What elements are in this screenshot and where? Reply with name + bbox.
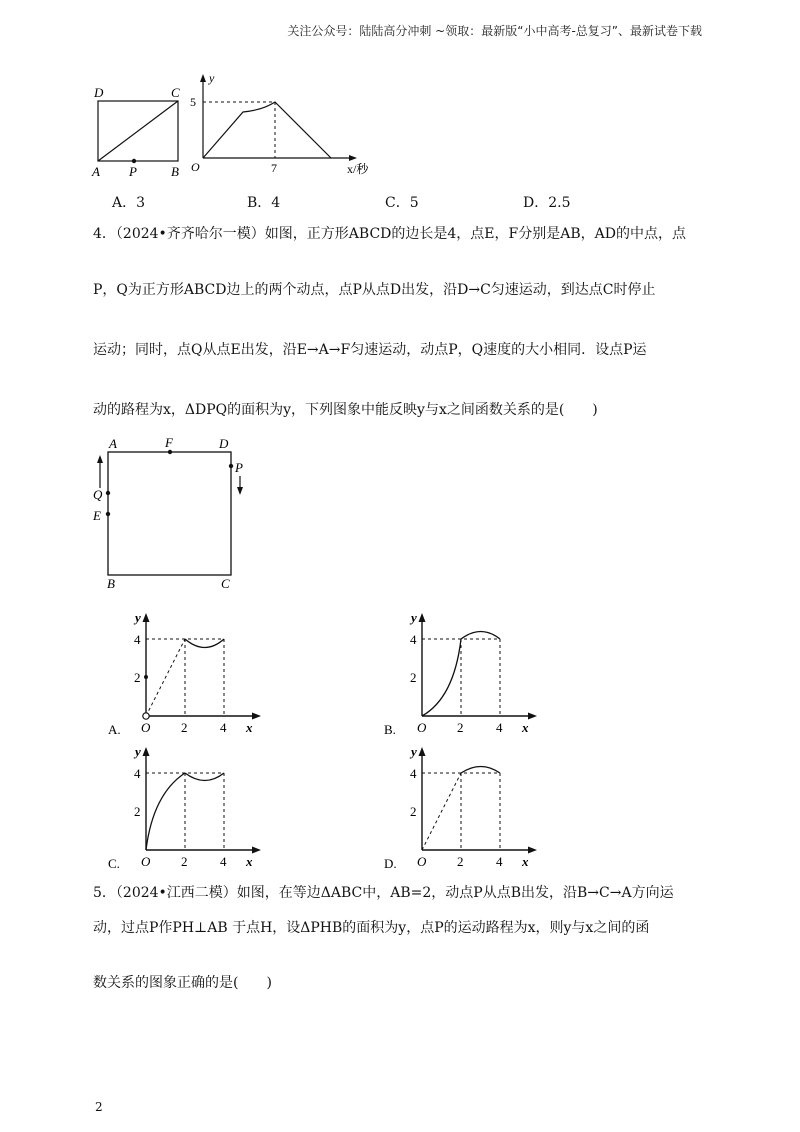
svg-text:4: 4 — [134, 766, 141, 781]
svg-text:x: x — [522, 720, 529, 735]
q5-line-1: 5．（2024•江西二模）如图，在等边ΔABC中，AB=2，动点P从点B出发，沿B→C→A方向运 — [93, 885, 674, 901]
svg-text:x: x — [246, 720, 253, 735]
q3-label-c: C — [171, 85, 180, 100]
q3-graph-y: y — [209, 71, 215, 85]
q3-graph — [190, 71, 369, 176]
svg-text:4: 4 — [496, 854, 503, 869]
q3-graph-five: 5 — [190, 95, 196, 109]
svg-text:2: 2 — [410, 670, 417, 685]
svg-text:4: 4 — [410, 632, 417, 647]
page-number: 2 — [95, 1100, 103, 1114]
svg-text:O: O — [417, 854, 427, 869]
svg-text:4: 4 — [134, 632, 141, 647]
svg-text:O: O — [417, 720, 427, 735]
q3-option-a[interactable]: A．3 — [112, 195, 146, 211]
svg-text:2: 2 — [457, 854, 464, 869]
q4-graph-b[interactable] — [384, 608, 544, 738]
q3-graph-x: x/秒 — [347, 162, 369, 176]
q4-label-d: D — [219, 436, 229, 451]
q4-label-c: C — [221, 576, 230, 591]
q3-label-b: B — [171, 164, 179, 179]
svg-text:y: y — [411, 744, 417, 759]
q4-line-2: P，Q为正方形ABCD边上的两个动点，点P从点D出发，沿D→C匀速运动，到达点C时停止 — [93, 282, 656, 298]
q3-option-c[interactable]: C．5 — [385, 195, 419, 211]
svg-text:x: x — [522, 854, 529, 869]
q3-graph-seven: 7 — [271, 161, 277, 175]
svg-text:y: y — [135, 744, 141, 759]
q4-line-4: 动的路程为x，ΔDPQ的面积为y，下列图象中能反映y与x之间函数关系的是( ) — [93, 402, 598, 418]
svg-text:2: 2 — [457, 720, 464, 735]
q5-line-2: 动，过点P作PH⊥AB 于点H，设ΔPHB的面积为y，点P的运动路程为x，则y与x之间的函 — [93, 920, 650, 936]
q4-option-a-label: A. — [108, 722, 121, 737]
q3-label-p: P — [129, 164, 137, 179]
q4-square-figure — [85, 432, 255, 592]
svg-text:O: O — [141, 720, 151, 735]
svg-text:4: 4 — [220, 854, 227, 869]
q3-option-d[interactable]: D．2.5 — [523, 195, 571, 211]
q4-label-f: F — [165, 435, 173, 450]
svg-text:2: 2 — [134, 670, 141, 685]
svg-text:4: 4 — [220, 720, 227, 735]
q4-line-1: 4．（2024•齐齐哈尔一模）如图，正方形ABCD的边长是4，点E，F分别是AB，AD的中点，点 — [93, 226, 686, 242]
svg-text:2: 2 — [181, 854, 188, 869]
q4-label-a: A — [109, 436, 117, 451]
q4-label-p: P — [235, 460, 243, 475]
q4-graph-a[interactable] — [108, 608, 268, 738]
svg-text:2: 2 — [134, 804, 141, 819]
q3-label-a: A — [92, 164, 100, 179]
q3-square-figure — [91, 85, 180, 179]
svg-text:y: y — [411, 610, 417, 625]
q3-option-b[interactable]: B．4 — [247, 195, 281, 211]
q4-option-d-label: D. — [384, 856, 397, 871]
q3-figures — [85, 70, 385, 185]
q4-graph-d[interactable] — [384, 742, 544, 872]
svg-text:2: 2 — [181, 720, 188, 735]
q4-label-b: B — [107, 576, 115, 591]
q4-label-e: E — [93, 508, 101, 523]
svg-text:y: y — [135, 610, 141, 625]
q5-line-3: 数关系的图象正确的是( ) — [93, 975, 272, 991]
q3-label-d: D — [94, 85, 104, 100]
svg-text:4: 4 — [410, 766, 417, 781]
svg-text:O: O — [141, 854, 151, 869]
q4-option-b-label: B. — [384, 722, 396, 737]
q3-graph-origin: O — [191, 160, 200, 174]
q4-graph-c[interactable] — [108, 742, 268, 872]
svg-text:4: 4 — [496, 720, 503, 735]
q4-option-c-label: C. — [108, 856, 120, 871]
q4-line-3: 运动；同时，点Q从点E出发，沿E→A→F匀速运动，动点P，Q速度的大小相同．设点P运 — [93, 342, 647, 358]
svg-text:2: 2 — [410, 804, 417, 819]
svg-text:x: x — [246, 854, 253, 869]
page-header: 关注公众号：陆陆高分冲刺 ~领取：最新版“小中高考-总复习”、最新试卷下载 — [287, 24, 702, 38]
q4-label-q: Q — [93, 487, 103, 502]
